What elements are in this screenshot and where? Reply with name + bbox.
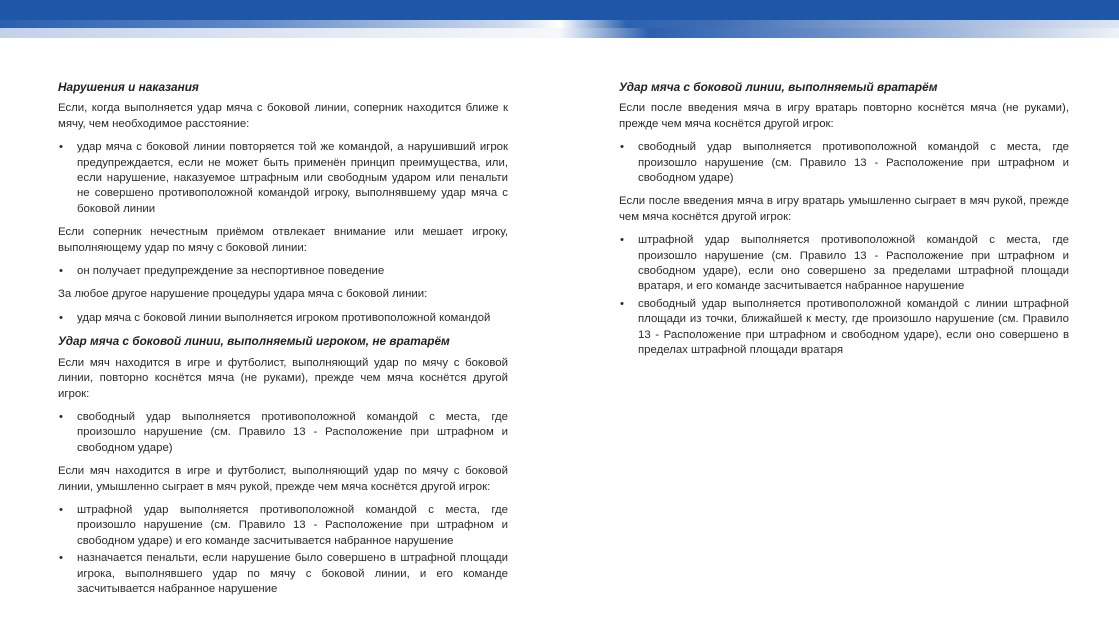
bullet-list: [619, 140, 1069, 186]
right-column: [619, 80, 1069, 367]
bullet-icon: •: [59, 265, 63, 278]
paragraph: Если, когда выполняется удар мяча с боковой линии, соперник находится ближе к мячу, чем необходимое расстояние:: [58, 102, 508, 130]
paragraph: Если соперник нечестным приёмом отвлекает внимание или мешает игроку, выполняющему удар по мячу с боковой линии:: [58, 226, 508, 254]
paragraph: За любое другое нарушение процедуры удара мяча с боковой линии:: [58, 288, 428, 301]
list-item: • штрафной удар выполняется противоположной командой с места, где произошло нарушение (см. Правило 13 - Расположение при штрафном и свободном ударе) и его команде засчитывается набранное нарушение: [59, 503, 508, 547]
paragraph: Если мяч находится в игре и футболист, выполняющий удар по мячу с боковой линии, повторно коснётся мяча (не руками), прежде чем мяча коснётся другой игрок:: [58, 356, 508, 400]
bullet-icon: •: [620, 234, 624, 247]
bullet-list: [58, 503, 508, 597]
section-heading-player-kick-in: Удар мяча с боковой линии, выполняемый игроком, не вратарём: [58, 334, 450, 349]
list-item: • свободный удар выполняется противоположной командой с линии штрафной площади из точки, ближайшей к месту, где произошло нарушение (см. Правило 13 - Расположение при штрафном и свободном ударе), если оно совершено в пределах штрафной площади вратаря: [620, 297, 1069, 357]
header-band: [0, 0, 1119, 20]
list-item: • штрафной удар выполняется противоположной командой с места, где произошло нарушение (см. Правило 13 - Расположение при штрафном и свободном ударе), если оно совершено за пределами штрафной площади вратаря, и его команде засчитывается набранное нарушение: [620, 234, 1069, 293]
bullet-list: [58, 311, 508, 326]
list-item: • удар мяча с боковой линии выполняется игроком противоположной командой: [58, 311, 508, 326]
bullet-list: [58, 140, 508, 217]
bullet-icon: •: [59, 552, 63, 565]
header-gradient-stripe: [0, 20, 1119, 38]
bullet-icon: •: [59, 503, 63, 516]
list-item: • свободный удар выполняется противоположной командой с места, где произошло нарушение (см. Правило 13 - Расположение при штрафном и свободном ударе): [620, 141, 1069, 185]
paragraph: Если после введения мяча в игру вратарь умышленно сыграет в мяч рукой, прежде чем мяча коснётся другой игрок:: [619, 195, 1069, 223]
paragraph: Если мяч находится в игре и футболист, выполняющий удар по мячу с боковой линии, умышленно сыграет в мяч рукой, прежде чем мяча коснётся другой игрок:: [58, 465, 508, 493]
bullet-icon: •: [620, 297, 624, 310]
bullet-list: [58, 410, 508, 456]
bullet-icon: •: [59, 311, 63, 324]
list-item: • свободный удар выполняется противоположной командой с места, где произошло нарушение (см. Правило 13 - Расположение при штрафном и свободном ударе): [59, 410, 508, 454]
bullet-list: [619, 233, 1069, 358]
bullet-icon: •: [620, 141, 624, 154]
list-item: • он получает предупреждение за неспортивное поведение: [58, 264, 508, 279]
left-column: [58, 80, 508, 605]
bullet-icon: •: [59, 141, 63, 154]
bullet-list: [58, 264, 508, 279]
bullet-icon: •: [59, 410, 63, 423]
section-heading-goalkeeper-kick-in: Удар мяча с боковой линии, выполняемый вратарём: [619, 80, 938, 94]
section-heading-violations: Нарушения и наказания: [58, 80, 199, 94]
list-item: • удар мяча с боковой линии повторяется той же командой, а нарушивший игрок предупреждается, если не может быть применён принцип преимущества, или, если нарушение, наказуемое штрафным или свободным ударом или пенальти не совершено противоположной командой игроку, выполнявшему удар мяча с боковой линии: [59, 141, 508, 215]
paragraph: Если после введения мяча в игру вратарь повторно коснётся мяча (не руками), прежде чем мяча коснётся другой игрок:: [619, 102, 1069, 130]
list-item: • назначается пенальти, если нарушение было совершено в штрафной площади игрока, выполнявшего удар по мячу с боковой линии, и его команде засчитывается набранное нарушение: [59, 552, 508, 595]
